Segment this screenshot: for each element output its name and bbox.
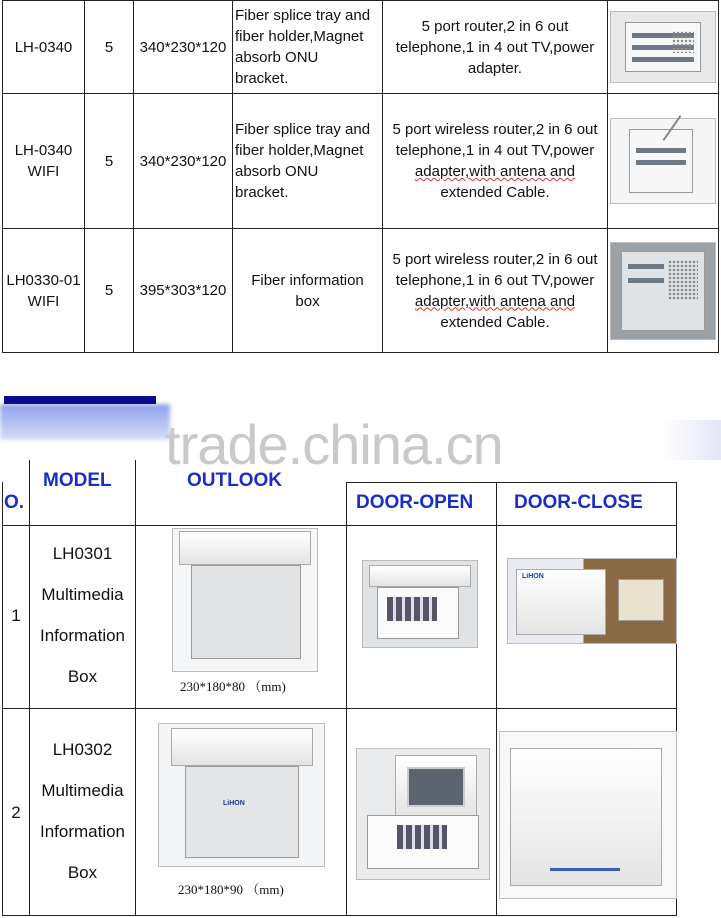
brand-logo: LiHON <box>522 573 544 580</box>
header-model: MODEL <box>43 470 112 491</box>
lh0302-door-close-photo <box>499 731 677 899</box>
table-row <box>3 94 719 229</box>
lh0302-outlook-photo <box>158 723 325 867</box>
spec-cell <box>233 229 383 353</box>
model-name <box>30 533 135 697</box>
config-line: telephone,1 in 4 out TV,power <box>395 142 595 159</box>
model-line: Box <box>67 863 98 882</box>
product-image-cell <box>608 94 719 229</box>
config-line: 5 port wireless router,2 in 6 out <box>392 250 598 268</box>
model-line: Information <box>39 822 126 841</box>
spec-line: bracket. <box>235 184 289 201</box>
model-line: Multimedia <box>41 781 124 800</box>
table-border <box>2 915 677 916</box>
product-spec-table <box>2 0 719 353</box>
config-line: adapter,with antena and <box>414 292 576 310</box>
banner-bar <box>4 396 156 404</box>
table-border <box>2 525 677 526</box>
dimension-label: 230*180*90 （mm) <box>178 882 284 897</box>
table-border <box>346 482 347 916</box>
spec-line: box <box>295 292 320 310</box>
model-line: Box <box>67 667 98 686</box>
config-line: telephone,1 in 4 out TV,power <box>395 38 595 56</box>
header-no: O. <box>4 492 25 513</box>
lh-0340-box-photo <box>610 11 716 83</box>
spec-line: bracket. <box>235 70 289 87</box>
model-line: Information <box>39 626 126 645</box>
config-line: telephone,1 in 6 out TV,power <box>395 271 595 289</box>
row-number: 2 <box>11 803 21 822</box>
lh0330-01-wifi-box-photo <box>610 242 716 340</box>
size-cell: 340*230*120 <box>134 94 233 229</box>
model-name <box>30 729 135 893</box>
size-cell: 395*303*120 <box>134 229 233 353</box>
config-line: 5 port wireless router,2 in 6 out <box>392 121 598 138</box>
lh-0340-wifi-box-photo <box>610 118 716 204</box>
config-cell <box>383 1 608 94</box>
header-door-close: DOOR-CLOSE <box>514 492 643 513</box>
brand-logo: LiHON <box>223 800 245 807</box>
banner-haze <box>0 404 170 440</box>
dimension-label: 230*180*80 （mm) <box>180 679 286 694</box>
spec-line: Fiber splice tray and <box>235 7 371 24</box>
config-cell <box>383 94 608 229</box>
spec-cell <box>233 1 383 94</box>
spec-line: fiber holder,Magnet <box>235 28 364 45</box>
table-border <box>2 708 677 709</box>
lh0302-door-open-photo <box>356 748 490 880</box>
header-door-open: DOOR-OPEN <box>356 492 474 513</box>
model-line: WIFI <box>27 163 60 180</box>
table-row <box>3 1 719 94</box>
model-line: LH0302 <box>52 740 113 759</box>
qty-cell: 5 <box>85 94 134 229</box>
config-line: adapter. <box>467 59 523 77</box>
config-line: extended Cable. <box>440 313 550 331</box>
config-cell <box>383 229 608 353</box>
lh0301-outlook-photo <box>172 528 318 672</box>
config-line: adapter,with antena and <box>414 163 576 180</box>
header-outlook: OUTLOOK <box>187 470 282 491</box>
table-row <box>3 229 719 353</box>
table-border <box>2 482 3 916</box>
model-cell <box>3 94 85 229</box>
model-line: Multimedia <box>41 585 124 604</box>
table-border <box>496 482 497 916</box>
size-cell: 340*230*120 <box>134 1 233 94</box>
table-border <box>135 460 136 916</box>
model-line: LH0301 <box>52 544 113 563</box>
spec-line: fiber holder,Magnet <box>235 142 364 159</box>
banner-haze-right <box>661 420 721 460</box>
config-line: extended Cable. <box>440 184 550 201</box>
spec-line: Fiber splice tray and <box>235 121 371 138</box>
spec-line: absorb ONU <box>235 49 319 66</box>
qty-cell: 5 <box>85 1 134 94</box>
watermark: trade.china.cn <box>165 413 503 476</box>
model-line: LH-0340 <box>14 142 73 159</box>
config-line: 5 port router,2 in 6 out <box>421 17 569 35</box>
model-cell <box>3 229 85 353</box>
qty-cell: 5 <box>85 229 134 353</box>
lh0301-door-open-photo <box>362 560 478 648</box>
table-border <box>346 482 677 483</box>
lh0301-door-close-photo <box>507 558 677 644</box>
row-number: 1 <box>11 606 21 625</box>
product-image-cell <box>608 1 719 94</box>
model-line: WIFI <box>27 292 60 310</box>
spec-cell <box>233 94 383 229</box>
model-cell: LH-0340 <box>3 1 85 94</box>
spec-line: absorb ONU <box>235 163 319 180</box>
model-line: LH0330-01 <box>6 271 81 289</box>
spec-line: Fiber information <box>251 271 364 289</box>
product-image-cell <box>608 229 719 353</box>
